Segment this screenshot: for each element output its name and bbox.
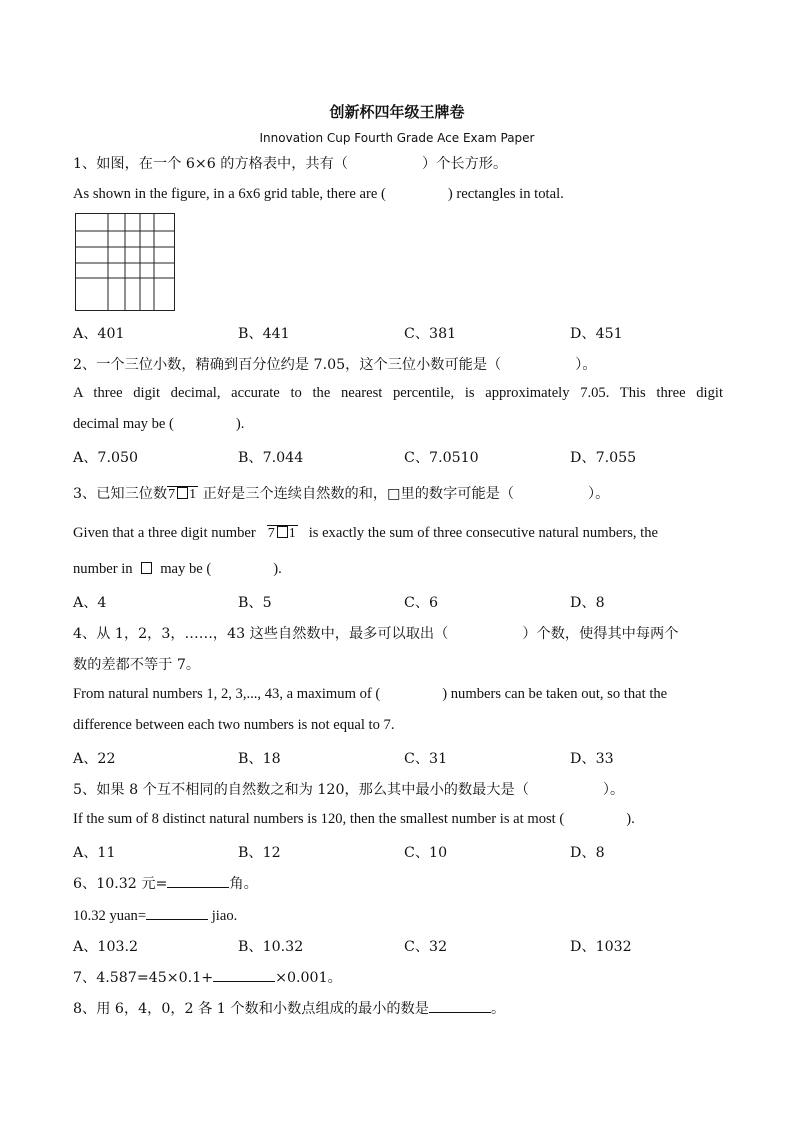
q6-en-blank[interactable] [146,905,208,920]
q4-option-b[interactable]: B、18 [238,751,281,767]
q4-en-line1 [73,686,667,703]
blank-box-symbol [141,562,152,574]
q2-option-d[interactable]: D、7.055 [570,450,637,466]
q3-option-a[interactable]: A、4 [73,595,107,611]
q5-option-a[interactable]: A、11 [73,845,116,861]
q6-en-pre: 10.32 yuan= [73,908,147,924]
q3-option-c[interactable]: C、6 [404,595,439,611]
q3-option-b[interactable]: B、5 [238,595,272,611]
digit-last-en: 1 [288,526,297,541]
q2-option-a[interactable]: A、7.050 [73,450,139,466]
q3-en-post: ). [273,561,282,577]
q3-en-line1 [73,525,658,542]
q3-zh-pre: 3、已知三位数 [73,486,168,502]
q7-zh [73,967,342,987]
q1-zh-post: ）个长方形。 [422,156,508,172]
q3-en-line2-mid: may be ( [160,561,212,577]
q5-zh [73,779,624,799]
q1-zh [73,153,507,173]
q3-option-d[interactable]: D、8 [570,595,605,611]
q2-zh [73,354,596,374]
q2-en-pre: decimal may be ( [73,416,174,432]
q2-en-line1: A three digit decimal, accurate to the nearest percentile, is approximately 7.05. This three digit [73,385,723,401]
q6-option-c[interactable]: C、32 [404,939,448,955]
q1-en-post: ) rectangles in total. [447,186,564,202]
q4-option-c[interactable]: C、31 [404,751,448,767]
digit-first-en: 7 [267,526,276,541]
q4-zh-line1 [73,623,678,643]
q5-en-pre: If the sum of 8 distinct natural numbers is 120, then the smallest number is at most ( [73,811,565,827]
q1-option-d[interactable]: D、451 [570,326,623,342]
q2-en-post: ). [235,416,245,432]
q4-option-d[interactable]: D、33 [570,751,614,767]
q2-zh-pre: 2、一个三位小数，精确到百分位约是 7.05，这个三位小数可能是（ [73,357,502,373]
q2-zh-post: ）。 [575,357,597,373]
q4-en-post: ) numbers can be taken out, so that the [442,686,668,702]
q6-zh-blank[interactable] [167,873,229,888]
q6-en [73,905,237,925]
q4-en-pre: From natural numbers 1, 2, 3,..., 43, a maximum of ( [73,686,381,702]
q5-option-b[interactable]: B、12 [238,845,281,861]
blank-digit-box [177,487,188,499]
q7-zh-post: ×0.001。 [275,970,342,986]
q5-en-post: ). [626,811,635,827]
q1-option-a[interactable]: A、401 [73,326,125,342]
q8-zh-pre: 8、用 6，4，0，2 各 1 个数和小数点组成的最小的数是 [73,1001,429,1017]
q5-zh-pre: 5、如果 8 个互不相同的自然数之和为 120，那么其中最小的数最大是（ [73,782,529,798]
q6-option-a[interactable]: A、103.2 [73,939,139,955]
q4-zh-post: ）个数，使得其中每两个 [522,626,679,642]
q6-option-d[interactable]: D、1032 [570,939,632,955]
q4-option-a[interactable]: A、22 [73,751,116,767]
q7-zh-pre: 7、4.587=45×0.1+ [73,970,214,986]
q5-option-c[interactable]: C、10 [404,845,448,861]
digit-first: 7 [168,487,177,502]
exam-title: 创新杯四年级王牌卷 [329,103,465,121]
q1-en-pre: As shown in the figure, in a 6x6 grid table, there are ( [73,186,386,202]
q6-zh [73,873,258,893]
q3-en-pre: Given that a three digit number [73,525,256,541]
blank-digit-box-en [277,526,288,538]
q2-en-line2 [73,416,244,433]
q1-zh-pre: 1、如图，在一个 6×6 的方格表中，共有（ [73,156,348,172]
q6-zh-post: 角。 [229,876,258,892]
q8-zh [73,998,505,1018]
digit-last: 1 [189,487,198,502]
q1-option-c[interactable]: C、381 [404,326,457,342]
q6-option-b[interactable]: B、10.32 [238,939,304,955]
exam-subtitle: Innovation Cup Fourth Grade Ace Exam Paper [259,131,535,145]
q2-option-b[interactable]: B、7.044 [238,450,304,466]
q3-zh [73,483,609,503]
grid-6x6-figure [75,213,175,311]
q3-zh-post: ）。 [588,486,610,502]
q3-en-line2 [73,561,282,578]
three-digit-number-en [267,525,298,542]
q4-en-line2: difference between each two numbers is not equal to 7. [73,717,395,733]
q3-en-line2-pre: number in [73,561,133,577]
q4-zh-pre: 4、从 1，2，3，……，43 这些自然数中，最多可以取出（ [73,626,449,642]
q1-option-b[interactable]: B、441 [238,326,290,342]
q2-option-c[interactable]: C、7.0510 [404,450,479,466]
q5-en [73,811,635,828]
q8-blank[interactable] [429,998,491,1013]
q8-zh-post: 。 [490,1001,506,1017]
three-digit-number [167,486,198,503]
q1-en [73,186,564,203]
q6-en-post: jiao. [208,908,238,924]
q6-zh-pre: 6、10.32 元= [73,876,168,892]
q4-zh-line2: 数的差都不等于 7。 [73,657,201,673]
q3-zh-mid: 正好是三个连续自然数的和，□里的数字可能是（ [202,486,515,502]
q7-blank[interactable] [213,967,275,982]
q5-zh-post: ）。 [602,782,625,798]
q5-option-d[interactable]: D、8 [570,845,605,861]
q3-en-mid: is exactly the sum of three consecutive natural numbers, the [308,525,659,541]
